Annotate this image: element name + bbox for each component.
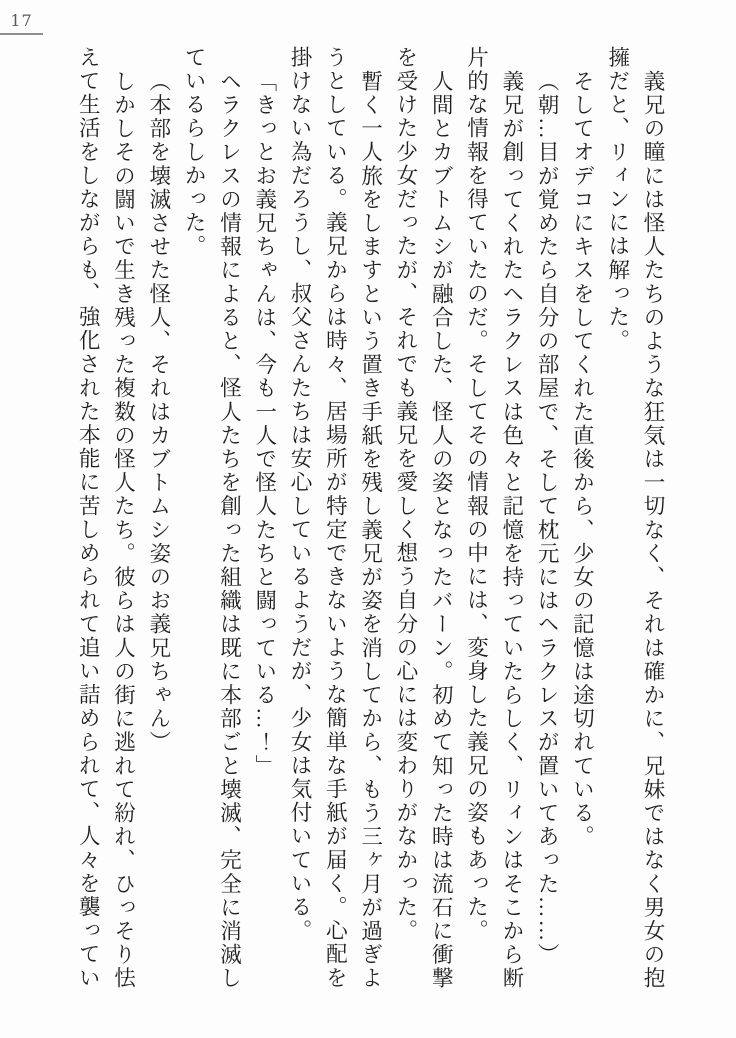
text-column: しかしその闘いで生き残った複数の怪人たち。彼らは人の街に逃れて紛れ、ひっそり怯 bbox=[111, 69, 136, 990]
text-column: 義兄が創ってくれたヘラクレスは色々と記憶を持っていたらしく、リィンはそこから断 bbox=[499, 69, 524, 990]
text-column: ているらしかった。 bbox=[182, 46, 207, 259]
paragraph bbox=[564, 46, 599, 990]
text-column: 片的な情報を得ていたのだ。そしてその情報の中には、変身した義兄の姿もあった。 bbox=[464, 46, 489, 943]
text-column: ヘラクレスの情報によると、怪人たちを創った組織は既に本部ごと壊滅、完全に消滅し bbox=[217, 69, 242, 990]
text-column: 義兄の瞳には怪人たちのような狂気は一切なく、それは確かに、兄妹ではなく男女の抱 bbox=[641, 69, 665, 990]
text-column: 人間とカブトムシが融合した、怪人の姿となったバーン。初めて知った時は流石に衝撃 bbox=[429, 69, 454, 990]
paragraph bbox=[70, 46, 141, 990]
text-column: 暫く一人旅をしますという置き手紙を残し義兄が姿を消してから、もう三ヶ月が過ぎよ bbox=[358, 69, 383, 990]
paragraph bbox=[282, 46, 388, 990]
paragraph bbox=[599, 46, 670, 990]
text-column: を受けた少女だったが、それでも義兄を愛しく想う自分の心には変わりがなかった。 bbox=[393, 46, 418, 943]
text-column: 「きっとお義兄ちゃんは、今も一人で怪人たちと闘っている…！」 bbox=[252, 69, 277, 778]
text-column: （本部を壊滅させた怪人、それはカブトムシ姿のお義兄ちゃん） bbox=[146, 69, 171, 754]
page-number: 17 bbox=[0, 11, 43, 35]
paragraph bbox=[388, 46, 459, 990]
vertical-text-block bbox=[69, 46, 670, 990]
text-column: （朝…目が覚めたら自分の部屋で、そして枕元にはヘラクレスが置いてあった……） bbox=[535, 69, 560, 967]
text-column: えて生活をしながらも、強化された本能に苦しめられて追い詰められて、人々を襲ってい bbox=[76, 46, 101, 990]
text-column: うとしている。義兄からは時々、居場所が特定できないような簡単な手紙が届く。心配を bbox=[323, 46, 348, 990]
text-column: 擁だと、リィンには解った。 bbox=[605, 46, 630, 353]
paragraph bbox=[246, 46, 281, 990]
paragraph bbox=[141, 46, 176, 990]
paragraph bbox=[176, 46, 247, 990]
text-column: そしてオデコにキスをしてくれた直後から、少女の記憶は途切れている。 bbox=[570, 69, 595, 849]
paragraph bbox=[529, 46, 564, 990]
paragraph bbox=[458, 46, 529, 990]
text-column: 掛けない為だろうし、叔父さんたちは安心しているようだが、少女は気付いている。 bbox=[288, 46, 313, 943]
